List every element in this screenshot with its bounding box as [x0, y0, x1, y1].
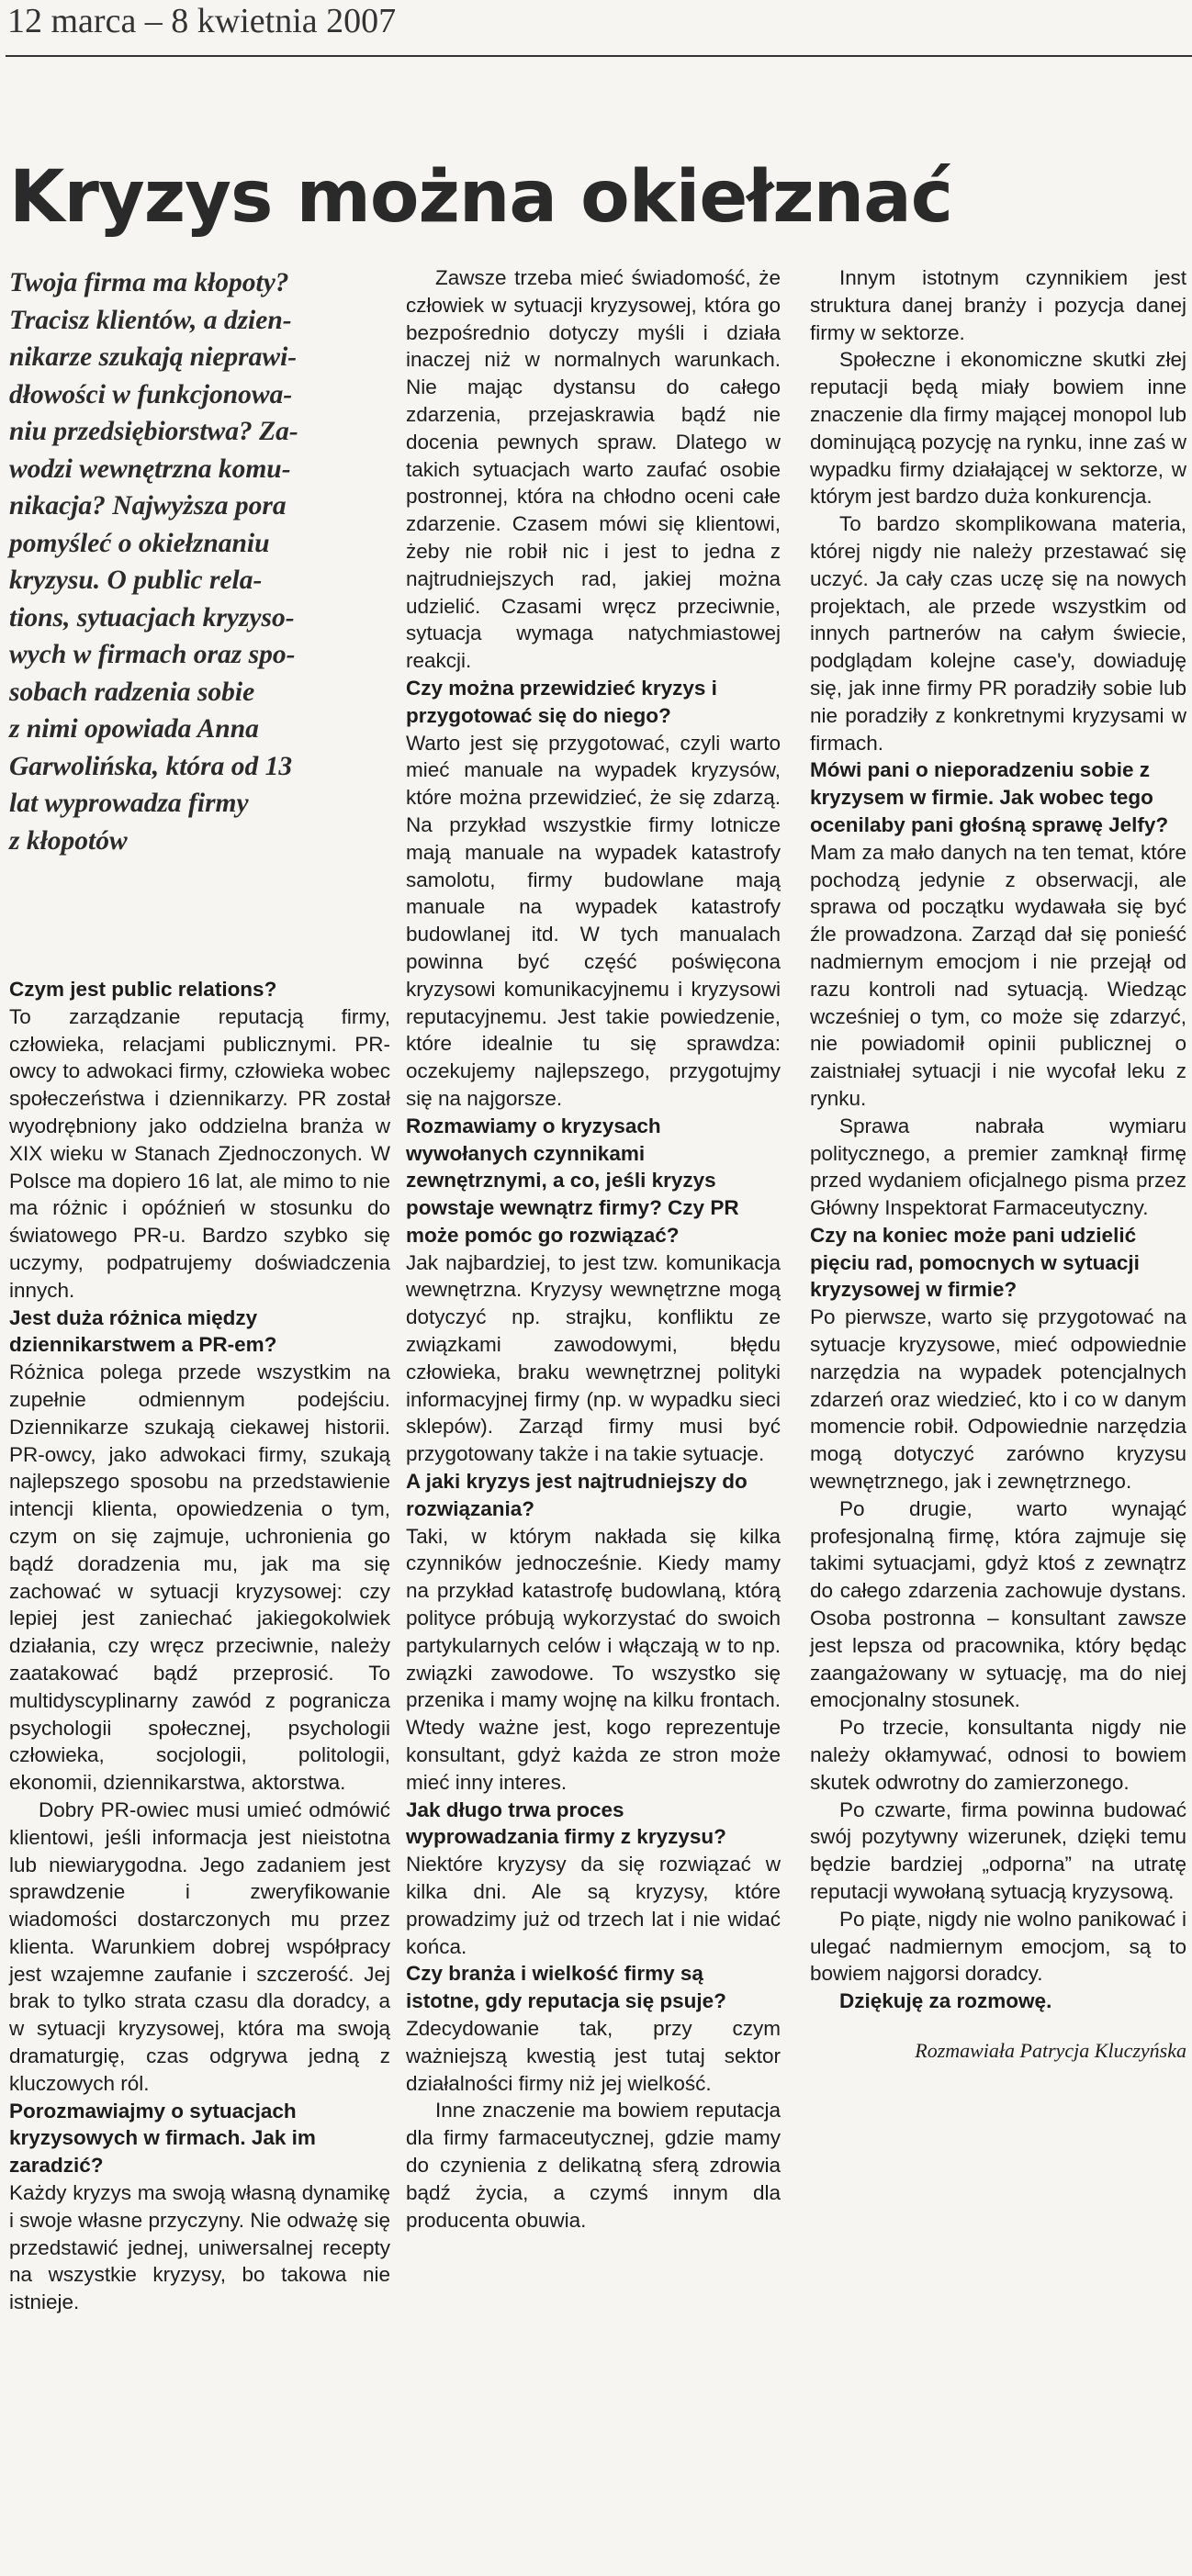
- header-rule: [6, 55, 1192, 57]
- lead-line: dłowości w funkcjonowa-: [9, 379, 293, 409]
- lead-line: wodzi wewnętrzna komu-: [9, 454, 291, 484]
- lead-line: kryzysu. O public rela-: [9, 566, 263, 595]
- interview-question: A jaki kryzys jest najtrudniejszy do rozwiązania?: [406, 1470, 748, 1520]
- interview-question: Czy można przewidzieć kryzys i przygotować się do niego?: [406, 676, 717, 727]
- article-headline: Kryzys można okiełznać: [9, 156, 953, 239]
- lead-line: wych w firmach oraz spo-: [9, 640, 296, 669]
- lead-line: Garwolińska, która od 13: [9, 751, 293, 781]
- lead-line: Tracisz klientów, a dzien-: [9, 305, 292, 335]
- column-3: [810, 264, 1186, 2065]
- interview-question: Czy na koniec może pani udzielić pięciu rad, pomocnych w sytuacji kryzysowej w firmie?: [810, 1223, 1140, 1302]
- closing-line: Dziękuję za rozmowę.: [839, 1989, 1052, 2013]
- lead-line: nikarze szukają nieprawi-: [9, 342, 298, 372]
- body-paragraph: Inne znaczenie ma bowiem reputacja dla firmy farmaceutycznej, gdzie mamy do czynienia z delikatną sferą zdrowia bądź życia, a czymś innym dla producenta obuwia.: [406, 2099, 781, 2232]
- interview-question: Czy branża i wielkość firmy są istotne, gdy reputacja się psuje?: [406, 1962, 726, 2013]
- lead-line: tions, sytuacjach kryzyso-: [9, 602, 295, 633]
- lead-line: pomyśleć o okiełznaniu: [9, 528, 270, 558]
- body-paragraph: Każdy kryzys ma swoją własną dynamikę i swoje własne przyczyny. Nie odważę się przedstawić jednej, uniwersalnej recepty na wszystkie kryzysy, bo takowa nie istnieje.: [9, 2181, 390, 2314]
- lead-line: nikacja? Najwyższa pora: [9, 491, 287, 521]
- lead-line: Twoja firma ma kłopoty?: [9, 268, 289, 297]
- body-paragraph: Jak najbardziej, to jest tzw. komunikacja wewnętrzna. Kryzysy wewnętrzne mogą dotyczyć np. strajku, konfliktu ze związkami zawodowymi, błędu człowieka, braku wewnętrznej polityki informacyjnej firmy (np. w wypadku sieci sklepów). Zarząd firmy musi być przygotowany także i na takie sytuacje.: [406, 1250, 781, 1466]
- dateline: 12 marca – 8 kwietnia 2007: [7, 2, 397, 40]
- interview-question: Porozmawiajmy o sytuacjach kryzysowych w firmach. Jak im zaradzić?: [9, 2099, 316, 2178]
- body-paragraph: Dobry PR-owiec musi umieć odmówić klientowi, jeśli informacja jest nieistotna lub niewiarygodna. Jego zadaniem jest sprawdzenie i zweryfikowanie wiadomości dostarczonych mu przez klienta. Warunkiem dobrej współpracy jest wzajemne zaufanie i szczerość. Jej brak to tylko strata czasu dla doradcy, a w sytuacji kryzysowej, która ma swoją dramaturgię, czas odgrywa jedną z kluczowych ról.: [9, 1798, 390, 2095]
- body-paragraph: Zdecydowanie tak, przy czym ważniejszą kwestią jest tutaj sektor działalności firmy niż jej wielkość.: [406, 2017, 781, 2095]
- lead-line: niu przedsiębiorstwa? Za-: [9, 417, 298, 446]
- lead-line: sobach radzenia sobie: [9, 677, 255, 707]
- author-signature: Rozmawiała Patrycja Kluczyńska: [915, 2039, 1186, 2062]
- interview-question: Jak długo trwa proces wyprowadzania firmy z kryzysu?: [406, 1798, 726, 1849]
- body-paragraph: Po czwarte, firma powinna budować swój pozytywny wizerunek, dzięki temu będzie bardziej „odporna” na utratę reputacji wywołaną sytuacją kryzysową.: [810, 1798, 1186, 1904]
- body-paragraph: To zarządzanie reputacją firmy, człowieka, relacjami publicznymi. PR-owcy to adwokaci firmy, człowieka wobec społeczeństwa i dziennikarzy. PR został wyodrębniony jako oddzielna branża w XIX wieku w Stanach Zjednoczonych. W Polsce ma dopiero 16 lat, ale mimo to nie ma różnic i opóźnień w stosunku do światowego PR-u. Bardzo szybko się uczymy, podpatrujemy doświadczenia innych.: [9, 1004, 390, 1302]
- column-2: [406, 264, 781, 2234]
- body-paragraph: Różnica polega przede wszystkim na zupełnie odmiennym podejściu. Dziennikarze szukają ciekawej historii. PR-owcy, jako adwokaci firmy, szukają najlepszego sposobu na przedstawienie intencji klienta, opowiedzenia o tym, czym on się zajmuje, uchronienia go bądź doradzenia mu, jak ma się zachować w sytuacji kryzysowej: czy lepiej jest zaniechać jakiegokolwiek działania, czy wręcz przeciwnie, należy zaatakować bądź przeprosić. To multidyscyplinarny zawód z pogranicza psychologii społecznej, psychologii człowieka, socjologii, politologii, ekonomii, dziennikarstwa, aktorstwa.: [9, 1361, 390, 1795]
- body-paragraph: To bardzo skomplikowana materia, której nigdy nie należy przestawać się uczyć. Ja cały czas uczę się na nowych projektach, ale przede wszystkim od innych partnerów na całym świecie, podglądam kolejne case'y, dowiaduję się, jak inne firmy PR poradziły sobie lub nie poradziły z konkretnymi kryzysami w firmach.: [810, 512, 1186, 755]
- body-paragraph: Sprawa nabrała wymiaru politycznego, a premier zamknął firmę przed wydaniem oficjalnego pisma przez Główny Inspektorat Farmaceutyczny.: [810, 1114, 1186, 1220]
- lead-line: z nimi opowiada Anna: [9, 714, 259, 744]
- interview-question: Rozmawiamy o kryzysach wywołanych czynnikami zewnętrznymi, a co, jeśli kryzys powstaje wewnątrz firmy? Czy PR może pomóc go rozwiązać?: [406, 1114, 739, 1247]
- lead-line: lat wyprowadza firmy: [9, 789, 249, 818]
- body-paragraph: Niektóre kryzysy da się rozwiązać w kilka dni. Ale są kryzysy, które prowadzimy już od trzech lat i nie widać końca.: [406, 1853, 781, 1958]
- article-lead: [9, 264, 390, 976]
- body-paragraph: Po drugie, warto wynająć profesjonalną firmę, która zajmuje się takimi sytuacjami, gdyż ktoś z zewnątrz do całego zdarzenia zachowuje dystans. Osoba postronna – konsultant zawsze jest lepsza od pracownika, który będąc zaangażowany w sytuację, ma do niej emocjonalny stosunek.: [810, 1496, 1186, 1712]
- body-paragraph: Po trzecie, konsultanta nigdy nie należy okłamywać, odnosi to bowiem skutek odwrotny do zamierzonego.: [810, 1716, 1186, 1794]
- column-1: [9, 264, 390, 2316]
- body-paragraph: Zawsze trzeba mieć świadomość, że człowiek w sytuacji kryzysowej, która go bezpośrednio dotyczy myśli i działa inaczej niż w normalnych warunkach. Nie mając dystansu do całego zdarzenia, przejaskrawia bądź nie docenia pewnych spraw. Dlatego w takich sytuacjach warto zaufać osobie postronnej, która na chłodno oceni całe zdarzenie. Czasem mówi się klientowi, żeby nie robił nic i jest to jedna z najtrudniejszych rad, jakiej można udzielić. Czasami wręcz przeciwnie, sytuacja wymaga natychmiastowej reakcji.: [406, 266, 781, 673]
- lead-line: z kłopotów: [9, 825, 128, 856]
- body-paragraph: Mam za mało danych na ten temat, które pochodzą jedynie z obserwacji, ale sprawa od początku wydawała się być źle prowadzona. Zarząd dał się ponieść nadmiernym emocjom i nie przejął od razu kontroli nad sytuacją. Wiedząc wcześniej o tym, co może się zdarzyć, nie powiadomił opinii publicznej o zaistniałej sytuacji i nie wycofał leku z rynku.: [810, 840, 1186, 1110]
- column-1-body: [9, 976, 390, 2316]
- body-paragraph: Po piąte, nigdy nie wolno panikować i ulegać nadmiernym emocjom, są to bowiem najgorsi doradcy.: [810, 1907, 1186, 1986]
- column-3-body: [810, 264, 1186, 2015]
- body-paragraph: Innym istotnym czynnikiem jest struktura danej branży i pozycja danej firmy w sektorze.: [810, 266, 1186, 344]
- body-paragraph: Taki, w którym nakłada się kilka czynników jednocześnie. Kiedy mamy na przykład katastrofę budowlaną, którą polityce próbują wykorzystać do swoich partykularnych celów i włączają w to np. związki zawodowe. To wszystko się przenika i mamy wojnę na kilku frontach. Wtedy ważne jest, kogo reprezentuje konsultant, gdyż każda ze stron może mieć inny interes.: [406, 1524, 781, 1794]
- body-paragraph: Po pierwsze, warto się przygotować na sytuacje kryzysowe, mieć odpowiednie narzędzia na wypadek potencjalnych zdarzeń oraz wiedzieć, kto i co w danym momencie robił. Odpowiednie narzędzia mogą dotyczyć zarówno kryzysu wewnętrznego, jak i zewnętrznego.: [810, 1305, 1186, 1494]
- interview-question: Mówi pani o nieporadzeniu sobie z kryzysem w firmie. Jak wobec tego ocenilaby pani głośną sprawę Jelfy?: [810, 758, 1169, 836]
- interview-question: Czym jest public relations?: [9, 978, 277, 1001]
- interview-question: Jest duża różnica między dziennikarstwem a PR-em?: [9, 1305, 277, 1357]
- body-paragraph: Społeczne i ekonomiczne skutki złej reputacji będą miały bowiem inne znaczenie dla firmy mającej monopol lub dominującą pozycję na rynku, inne zaś w wypadku firmy działającej w sektorze, w którym jest bardzo duża konkurencja.: [810, 348, 1186, 509]
- body-paragraph: Warto jest się przygotować, czyli warto mieć manuale na wypadek kryzysów, które można przewidzieć, że się zdarzą. Na przykład wszystkie firmy lotnicze mają manuale na wypadek katastrofy samolotu, firmy budowlane mają manuale na wypadek katastrofy budowlanej itd. W tych manualach powinna być część poświęcona kryzysowi komunikacyjnemu i kryzysowi reputacyjnemu. Jest takie powiedzenie, które idealnie tu się sprawdza: oczekujemy najlepszego, przygotujmy się na najgorsze.: [406, 731, 781, 1110]
